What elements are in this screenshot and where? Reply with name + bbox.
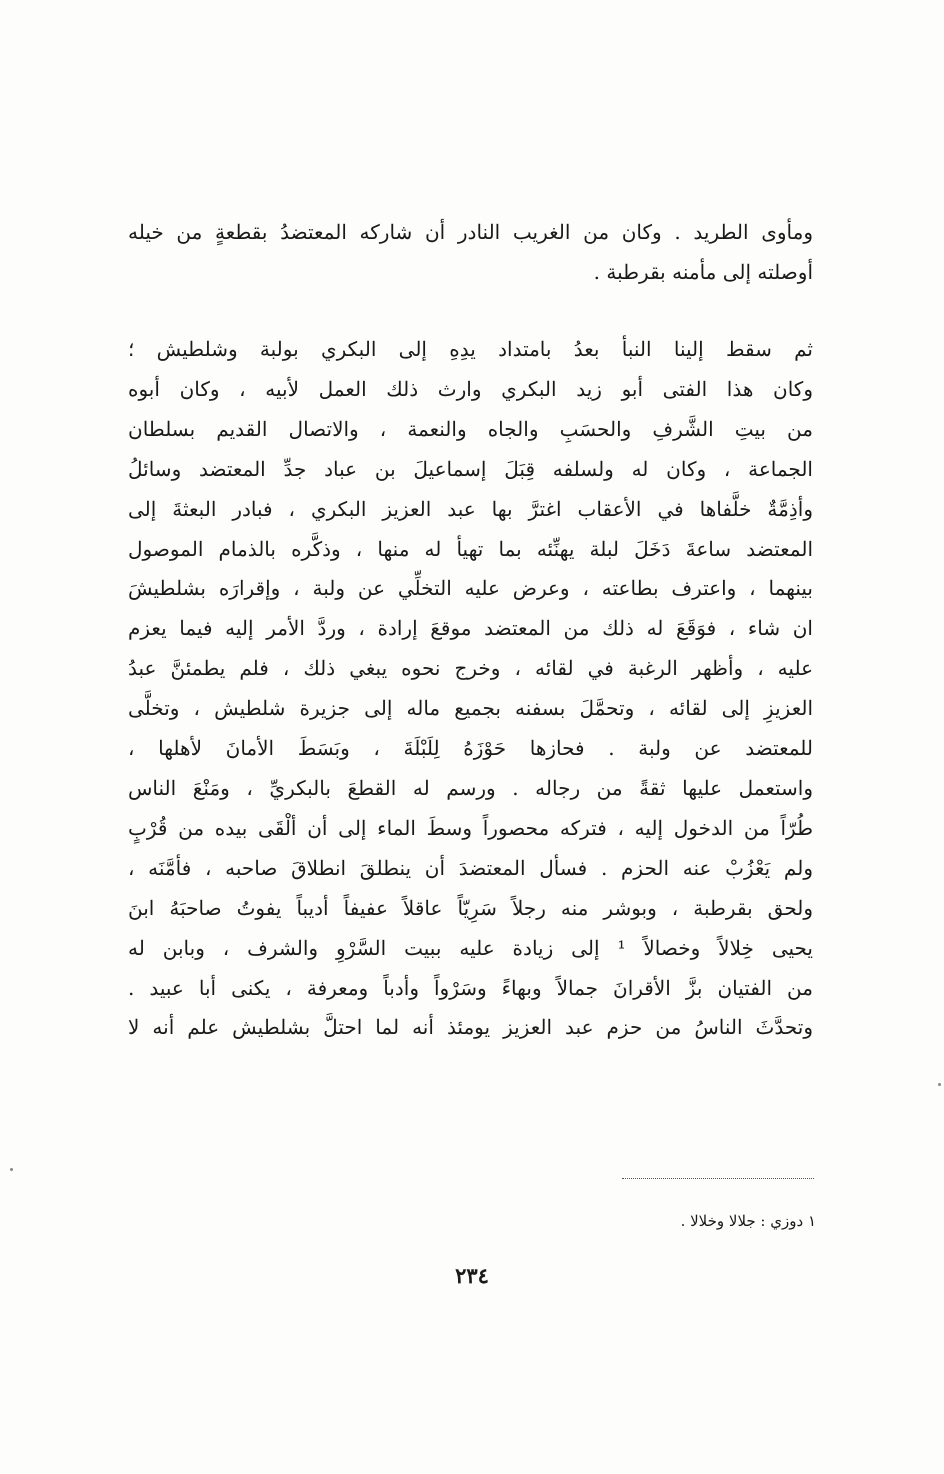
paragraph-1	[128, 212, 813, 292]
text-line: من بيتِ الشَّرفِ والحسَبِ والجاه والنعمة ، والاتصال القديم بسلطان	[128, 416, 813, 441]
text-line: ولحق بقرطبة ، وبوشر منه رجلاً سَرِيّاً عاقلاً عفيفاً أديباً يفوتُ صاحبَهُ ابنَ	[128, 895, 813, 920]
text-line: ولم يَعْزُبْ عنه الحزم . فسأل المعتضدَ أن ينطلقَ انطلاقَ صاحبه ، فأمَّنَه ،	[128, 855, 813, 880]
paper-speck	[938, 1083, 941, 1086]
text-line: ان شاء ، فوَقَعَ له ذلك من المعتضد موقعَ إرادة ، وردَّ الأمر إليه فيما يعزم	[128, 616, 813, 641]
text-line: طُرّاً من الدخول إليه ، فتركه محصوراً وسطَ الماء إلى أن ألْقَى بيده من قُرْبٍ	[128, 815, 813, 840]
footnote-divider	[622, 1178, 814, 1179]
paragraph-2	[128, 330, 813, 1048]
text-line: يحيى خِلالاً وخصالاً ¹ إلى زيادة عليه ببيت السَّرْوِ والشرف ، وبابن له	[128, 935, 813, 960]
text-line: ثم سقط إلينا النبأ بعدُ بامتداد يدِهِ إلى البكري بولبة وشلطيش ؛	[128, 337, 813, 361]
text-line: وأذِمَّةٌ خلَّفاها في الأعقاب اغترَّ بها عبد العزيز البكري ، فبادر البعثةَ إلى	[128, 496, 813, 521]
text-line: للمعتضد عن ولبة . فحازها حَوْزَهُ لِلَبْلَةَ ، وبَسَطَ الأمانَ لأهلها ،	[128, 736, 813, 761]
text-line: واستعمل عليها ثقةً من رجاله . ورسم له القطعَ بالبكريِّ ، ومَنْعَ الناس	[128, 775, 813, 800]
text-line: وكان هذا الفتى أبو زيد البكري وارث ذلك العمل لأبيه ، وكان أبوه	[128, 376, 813, 401]
text-line: من الفتيان بزَّ الأقرانَ جمالاً وبهاءً وسَرْواً وأدباً ومعرفة ، يكنى أبا عبيد .	[128, 975, 813, 1000]
text-line: عليه ، وأظهر الرغبة في لقائه ، وخرج نحوه يبغي ذلك ، فلم يطمئنَّ عبدُ	[128, 656, 813, 681]
text-line: بينهما ، واعترف بطاعته ، وعرض عليه التخلِّي عن ولبة ، وإقرارَه بشلطيشَ	[128, 576, 813, 601]
footnote: ١ دوزي : جلالا وخلالا .	[680, 1212, 816, 1230]
text-line: العزيزِ إلى لقائه ، وتحمَّلَ بسفنه بجميع ماله إلى جزيرة شلطيش ، وتخلَّى	[128, 696, 813, 721]
text-line: وتحدَّثَ الناسُ من حزم عبد العزيز يومئذ أنه لما احتلَّ بشلطيش علم أنه لا	[128, 1015, 813, 1040]
text-line: المعتضد ساعةَ دَخَلَ لبلة يهنِّئه بما تهيأ له منها ، وذكَّره بالذمام الموصول	[128, 536, 813, 561]
page-number: ٢٣٤	[455, 1263, 489, 1288]
text-line: ومأوى الطريد . وكان من الغريب النادر أن شاركه المعتضدُ بقطعةٍ من خيله	[128, 220, 813, 244]
paper-speck	[10, 1168, 13, 1171]
text-line: أوصلته إلى مأمنه بقرطبة .	[593, 260, 813, 284]
text-line: الجماعة ، وكان له ولسلفه قِبَلَ إسماعيلَ بن عباد جدِّ المعتضد وسائلُ	[128, 456, 813, 481]
